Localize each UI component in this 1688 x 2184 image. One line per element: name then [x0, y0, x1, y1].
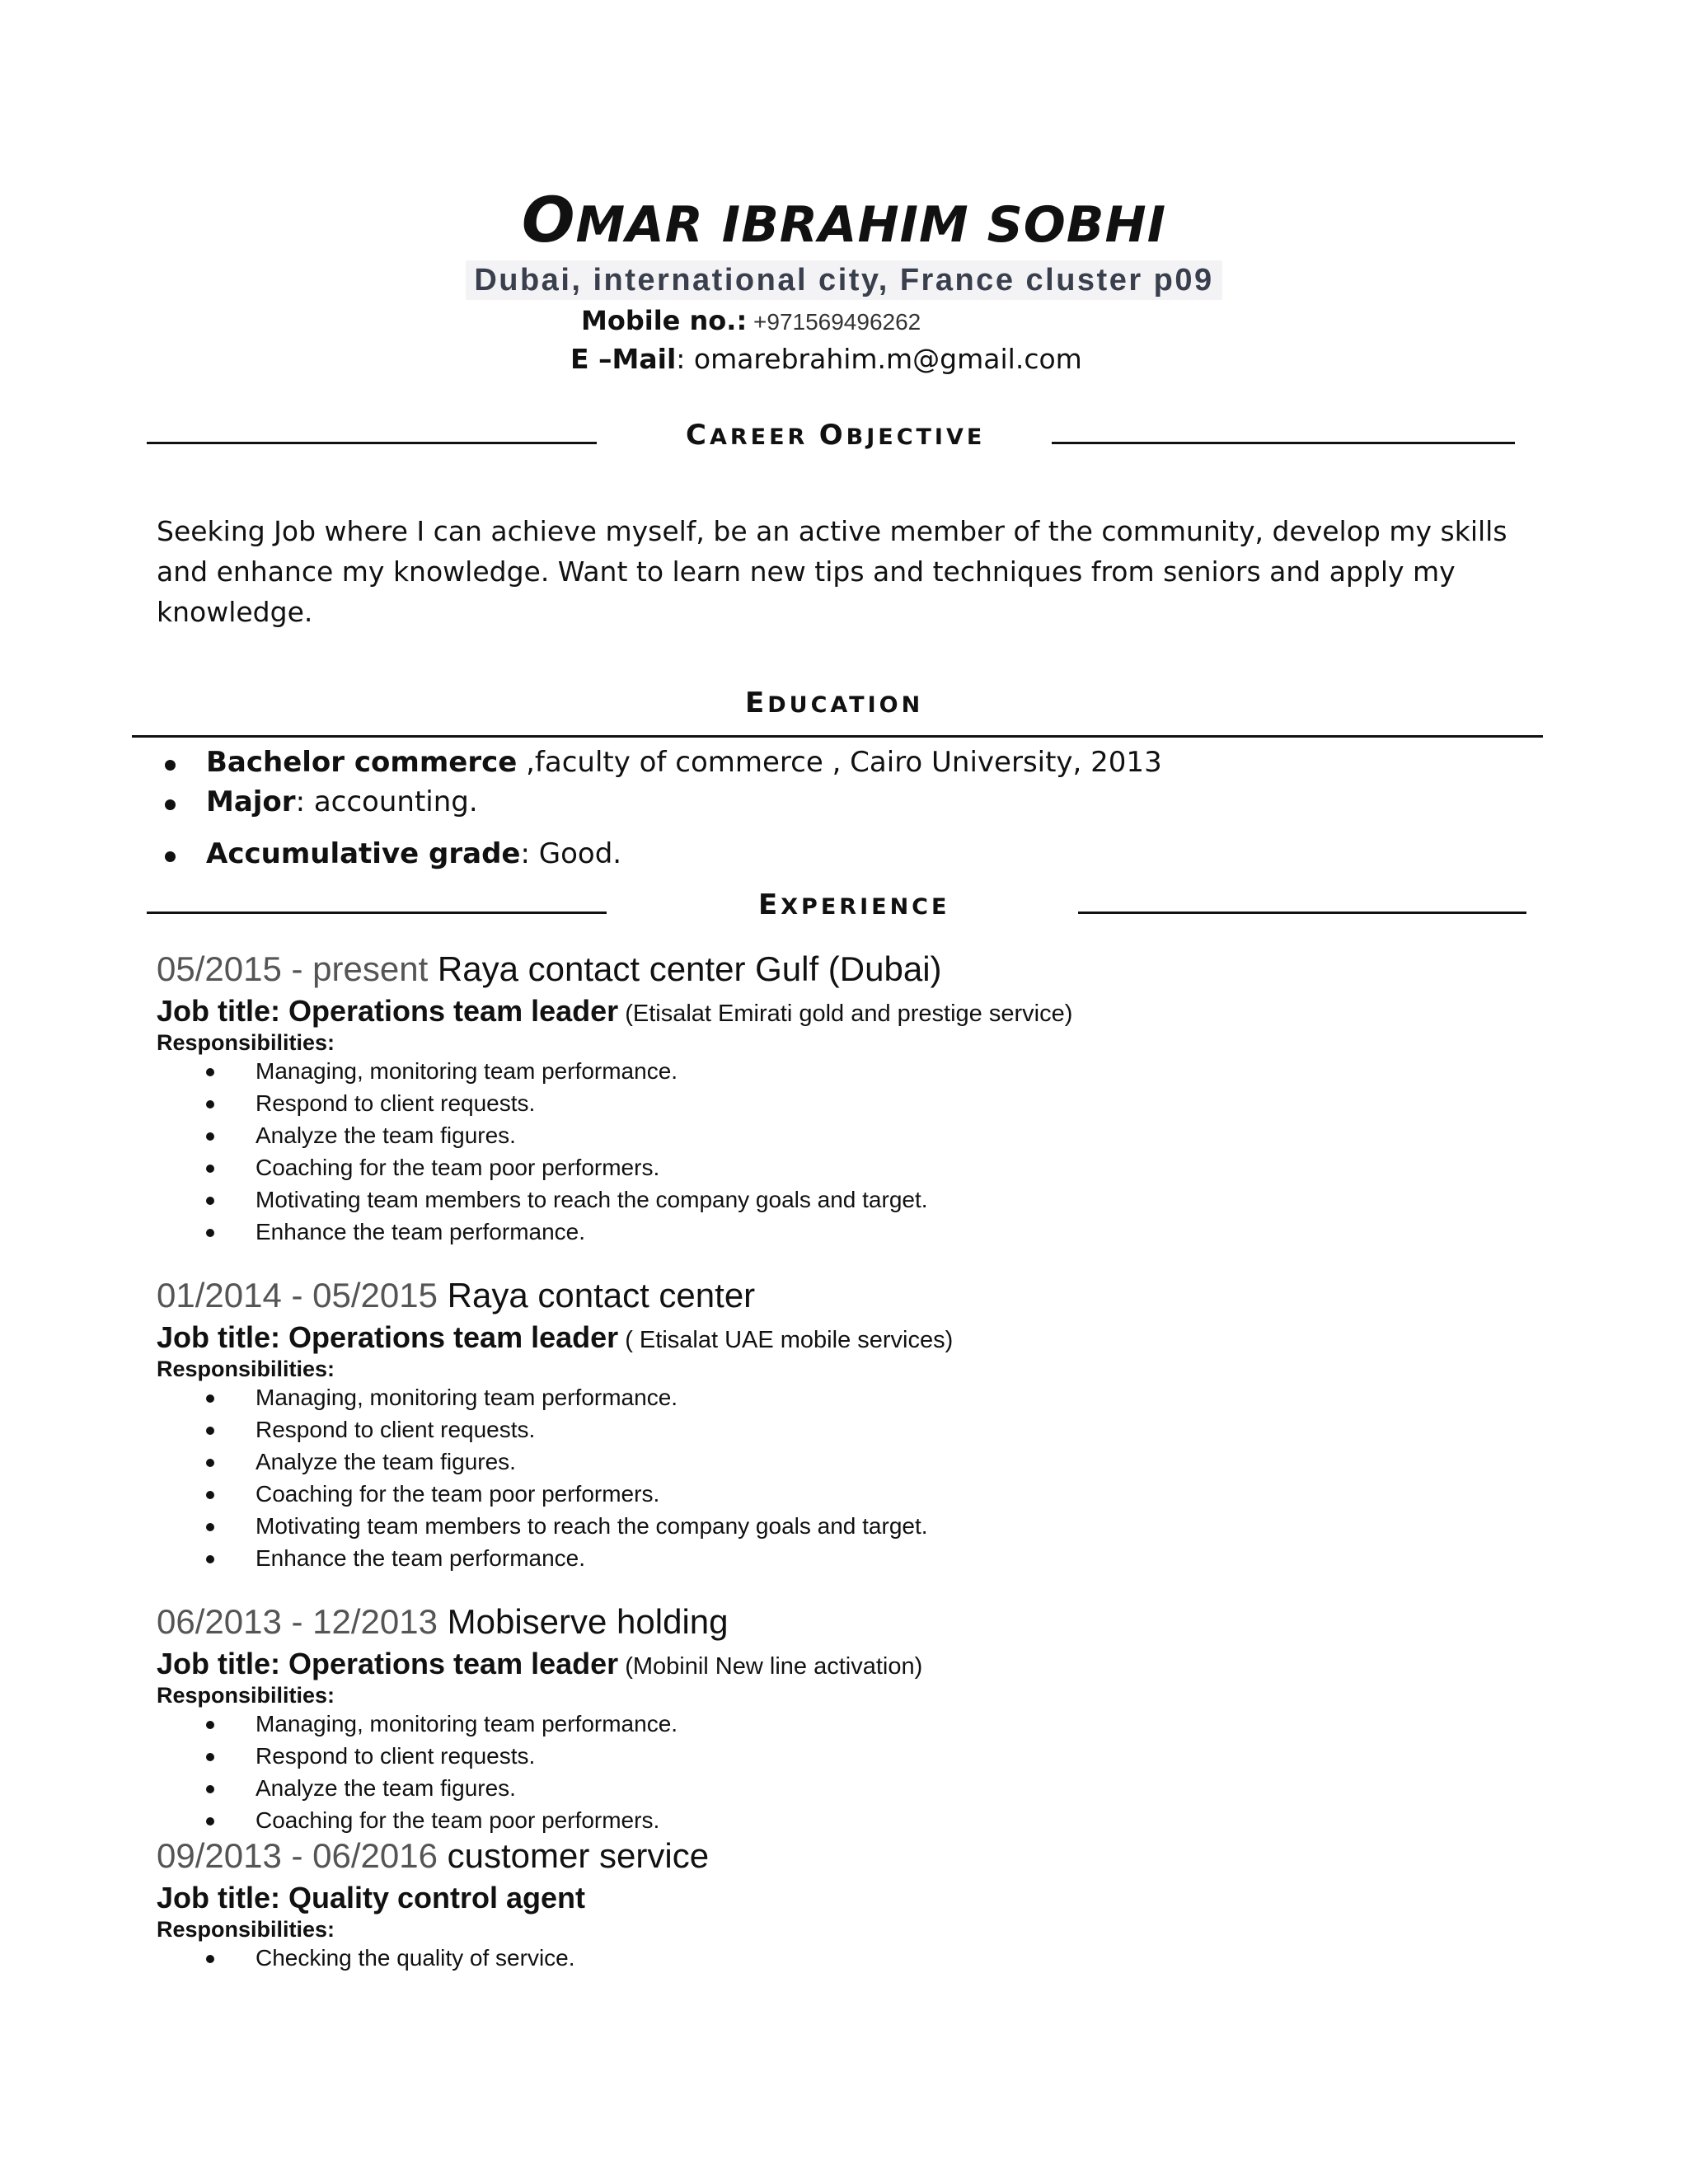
job-title: Job title: Operations team leader (Etisalat Emirati gold and prestige service)	[157, 994, 1073, 1028]
bullet-icon	[206, 1197, 214, 1205]
bullet-icon	[206, 1785, 214, 1793]
education-divider	[132, 735, 1543, 738]
bullet-icon	[206, 1523, 214, 1531]
job-heading: 05/2015 - present Raya contact center Gulf (Dubai)	[157, 949, 942, 988]
responsibilities-label: Responsibilities:	[157, 1030, 335, 1055]
bullet-icon	[206, 1100, 214, 1108]
job-heading: 09/2013 - 06/2016 customer service	[157, 1836, 710, 1875]
bullet-icon	[165, 760, 176, 771]
responsibilities-label: Responsibilities:	[157, 1357, 335, 1381]
objective-text: Seeking Job where I can achieve myself, be an active member of the community, develop my skills and enhance my knowledge. Want to learn new tips and techniques from seniors and apply my knowledge.	[157, 515, 1507, 628]
divider-right	[1078, 912, 1526, 914]
bullet-icon	[206, 1132, 214, 1141]
bullet-icon	[165, 851, 176, 862]
email-line: E –Mail: omarebrahim.m@gmail.com	[570, 343, 1082, 375]
bullet-icon	[206, 1753, 214, 1761]
divider-left	[147, 442, 597, 444]
responsibilities-label: Responsibilities:	[157, 1917, 335, 1942]
bullet-icon	[206, 1817, 214, 1825]
bullet-icon	[165, 799, 176, 810]
job-title: Job title: Quality control agent	[157, 1881, 586, 1915]
job-title: Job title: Operations team leader ( Etisalat UAE mobile services)	[157, 1320, 954, 1354]
divider-right	[1052, 442, 1515, 444]
bullet-icon	[206, 1165, 214, 1173]
address: Dubai, international city, France cluster p09	[0, 260, 1688, 300]
bullet-icon	[206, 1555, 214, 1563]
job-heading: 06/2013 - 12/2013 Mobiserve holding	[157, 1602, 729, 1641]
bullet-icon	[206, 1229, 214, 1237]
bullet-icon	[206, 1459, 214, 1467]
career-objective-heading: CAREER OBJECTIVE	[686, 419, 986, 452]
bullet-icon	[206, 1955, 214, 1963]
resume-page: OMAR IBRAHIM SOBHI Dubai, international city, France cluster p09 Mobile no.: +971569496262 E –Mail: omarebrahim.m@gmail.com CAREER OBJECTIVE Seeking Job where I can achieve myself, be an active member of the community, develop my skills and enhance my knowledge. Want to learn new tips and techniques from seniors and apply my knowledge. EDUCATION Bachelor commerce ,faculty of commerce , Cairo University, 2013 Major: accounting. Accumulative grade: Good. EXPERIENCE 05/2015 - present Raya contact center Gulf (Dubai) Job title: Operations team leader (Etisalat Emirati gold and prestige service) Responsibilities: Managing, monitoring team performance. Respond to client requests. Analyze the team figures. Coaching for the team poor performers. Motivating team members to reach the company goals and target. Enhance the team performance. 01/2014 - 05/2015 Raya contact center Job title: Operations team leader ( Etisalat UAE mobile services) Responsibilities: Managing, monitoring team performance. Respond to client requests. Analyze the team figures. Coaching for the team poor performers. Motivating team members to reach the company goals and target. Enhance the team performance. 06/2013 - 12/2013 Mobiserve holding Job title: Operations team leader (Mobinil New line activation) Responsibilities: Managing, monitoring team performance. Respond to client requests. Analyze the team figures. Coaching for the team poor performers. 09/2013 - 06/2016 customer service Job title: Quality control agent Responsibilities: Checking the quality of service.	[0, 0, 1688, 2184]
bullet-icon	[206, 1721, 214, 1729]
candidate-name: OMAR IBRAHIM SOBHI	[521, 183, 1167, 256]
responsibilities-label: Responsibilities:	[157, 1683, 335, 1708]
job-heading: 01/2014 - 05/2015 Raya contact center	[157, 1276, 756, 1315]
bullet-icon	[206, 1068, 214, 1076]
mobile-line: Mobile no.: +971569496262	[581, 305, 921, 336]
bullet-icon	[206, 1394, 214, 1403]
education-heading: EDUCATION	[745, 687, 924, 719]
bullet-icon	[206, 1491, 214, 1499]
bullet-icon	[206, 1427, 214, 1435]
job-title: Job title: Operations team leader (Mobinil New line activation)	[157, 1647, 923, 1680]
divider-left	[147, 912, 607, 914]
experience-heading: EXPERIENCE	[758, 888, 950, 921]
